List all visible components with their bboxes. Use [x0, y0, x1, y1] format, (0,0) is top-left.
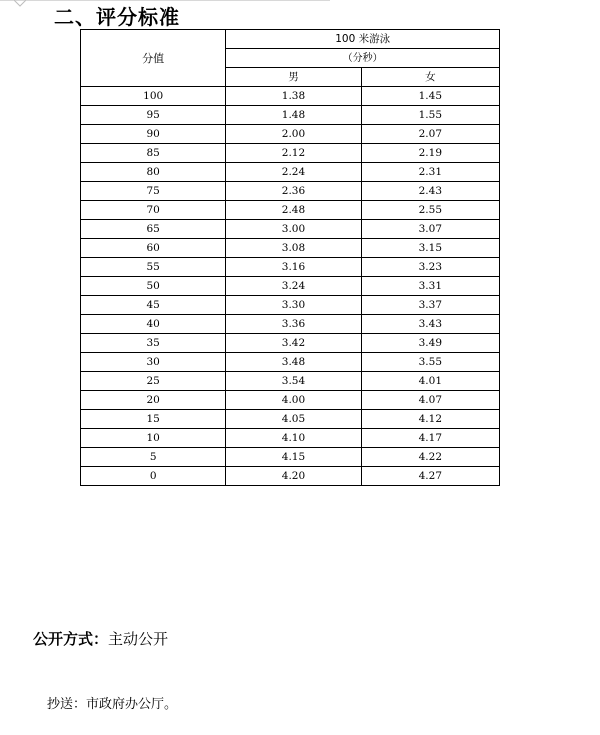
unit-header: （分秒） — [226, 49, 500, 68]
female-time-cell: 4.01 — [361, 372, 499, 391]
score-cell: 35 — [81, 334, 226, 353]
section-title: 二、评分标准 — [54, 5, 180, 29]
table-row — [81, 429, 500, 448]
male-time-cell: 1.38 — [226, 87, 361, 106]
score-cell: 60 — [81, 239, 226, 258]
table-row — [81, 448, 500, 467]
score-cell: 25 — [81, 372, 226, 391]
score-cell: 30 — [81, 353, 226, 372]
score-cell: 95 — [81, 106, 226, 125]
score-cell: 80 — [81, 163, 226, 182]
female-time-cell: 2.31 — [361, 163, 499, 182]
table-body — [81, 87, 500, 486]
disclosure-line — [33, 628, 168, 650]
table-row — [81, 144, 500, 163]
score-cell: 55 — [81, 258, 226, 277]
male-time-cell: 3.42 — [226, 334, 361, 353]
male-time-cell: 3.00 — [226, 220, 361, 239]
female-time-cell: 1.55 — [361, 106, 499, 125]
score-cell: 5 — [81, 448, 226, 467]
male-time-cell: 4.15 — [226, 448, 361, 467]
score-cell: 40 — [81, 315, 226, 334]
table-row — [81, 239, 500, 258]
male-column-header: 男 — [226, 68, 361, 87]
table-row — [81, 391, 500, 410]
table-row — [81, 182, 500, 201]
female-time-cell: 3.43 — [361, 315, 499, 334]
table-row — [81, 372, 500, 391]
female-time-cell: 2.43 — [361, 182, 499, 201]
score-cell: 45 — [81, 296, 226, 315]
disclosure-value: 主动公开 — [108, 630, 169, 648]
female-time-cell: 3.23 — [361, 258, 499, 277]
female-time-cell: 4.27 — [361, 467, 499, 486]
female-time-cell: 2.19 — [361, 144, 499, 163]
female-time-cell: 4.07 — [361, 391, 499, 410]
male-time-cell: 4.20 — [226, 467, 361, 486]
disclosure-label: 公开方式： — [33, 630, 109, 648]
table-row — [81, 315, 500, 334]
male-time-cell: 2.00 — [226, 125, 361, 144]
score-cell: 65 — [81, 220, 226, 239]
male-time-cell: 3.16 — [226, 258, 361, 277]
table-row — [81, 87, 500, 106]
female-time-cell: 2.55 — [361, 201, 499, 220]
male-time-cell: 2.48 — [226, 201, 361, 220]
female-time-cell: 4.12 — [361, 410, 499, 429]
score-cell: 0 — [81, 467, 226, 486]
table-row — [81, 258, 500, 277]
female-time-cell: 3.37 — [361, 296, 499, 315]
score-cell: 90 — [81, 125, 226, 144]
table-row — [81, 220, 500, 239]
table-row — [81, 125, 500, 144]
event-header: 100 米游泳 — [226, 30, 500, 49]
score-cell: 100 — [81, 87, 226, 106]
score-cell: 10 — [81, 429, 226, 448]
female-time-cell: 2.07 — [361, 125, 499, 144]
female-time-cell: 3.55 — [361, 353, 499, 372]
cc-line: 抄送：市政府办公厅。 — [47, 697, 178, 712]
score-cell: 20 — [81, 391, 226, 410]
score-cell: 85 — [81, 144, 226, 163]
female-time-cell: 3.15 — [361, 239, 499, 258]
male-time-cell: 1.48 — [226, 106, 361, 125]
female-time-cell: 4.17 — [361, 429, 499, 448]
male-time-cell: 3.48 — [226, 353, 361, 372]
scoring-table — [80, 29, 500, 486]
table-row — [81, 201, 500, 220]
male-time-cell: 3.36 — [226, 315, 361, 334]
female-time-cell: 1.45 — [361, 87, 499, 106]
female-time-cell: 3.49 — [361, 334, 499, 353]
male-time-cell: 3.24 — [226, 277, 361, 296]
score-column-header: 分值 — [81, 30, 226, 87]
table-row — [81, 106, 500, 125]
female-column-header: 女 — [361, 68, 499, 87]
score-cell: 70 — [81, 201, 226, 220]
page-top-edge — [0, 0, 330, 4]
male-time-cell: 3.08 — [226, 239, 361, 258]
score-cell: 75 — [81, 182, 226, 201]
male-time-cell: 2.12 — [226, 144, 361, 163]
corner-tick-icon — [14, 0, 26, 7]
male-time-cell: 3.54 — [226, 372, 361, 391]
score-cell: 50 — [81, 277, 226, 296]
table-row — [81, 296, 500, 315]
table-row — [81, 353, 500, 372]
female-time-cell: 4.22 — [361, 448, 499, 467]
table-row — [81, 334, 500, 353]
table-row — [81, 163, 500, 182]
score-cell: 15 — [81, 410, 226, 429]
male-time-cell: 2.24 — [226, 163, 361, 182]
table-row — [81, 467, 500, 486]
male-time-cell: 4.05 — [226, 410, 361, 429]
female-time-cell: 3.31 — [361, 277, 499, 296]
table-row — [81, 410, 500, 429]
male-time-cell: 4.10 — [226, 429, 361, 448]
female-time-cell: 3.07 — [361, 220, 499, 239]
table-row — [81, 277, 500, 296]
male-time-cell: 4.00 — [226, 391, 361, 410]
male-time-cell: 2.36 — [226, 182, 361, 201]
male-time-cell: 3.30 — [226, 296, 361, 315]
